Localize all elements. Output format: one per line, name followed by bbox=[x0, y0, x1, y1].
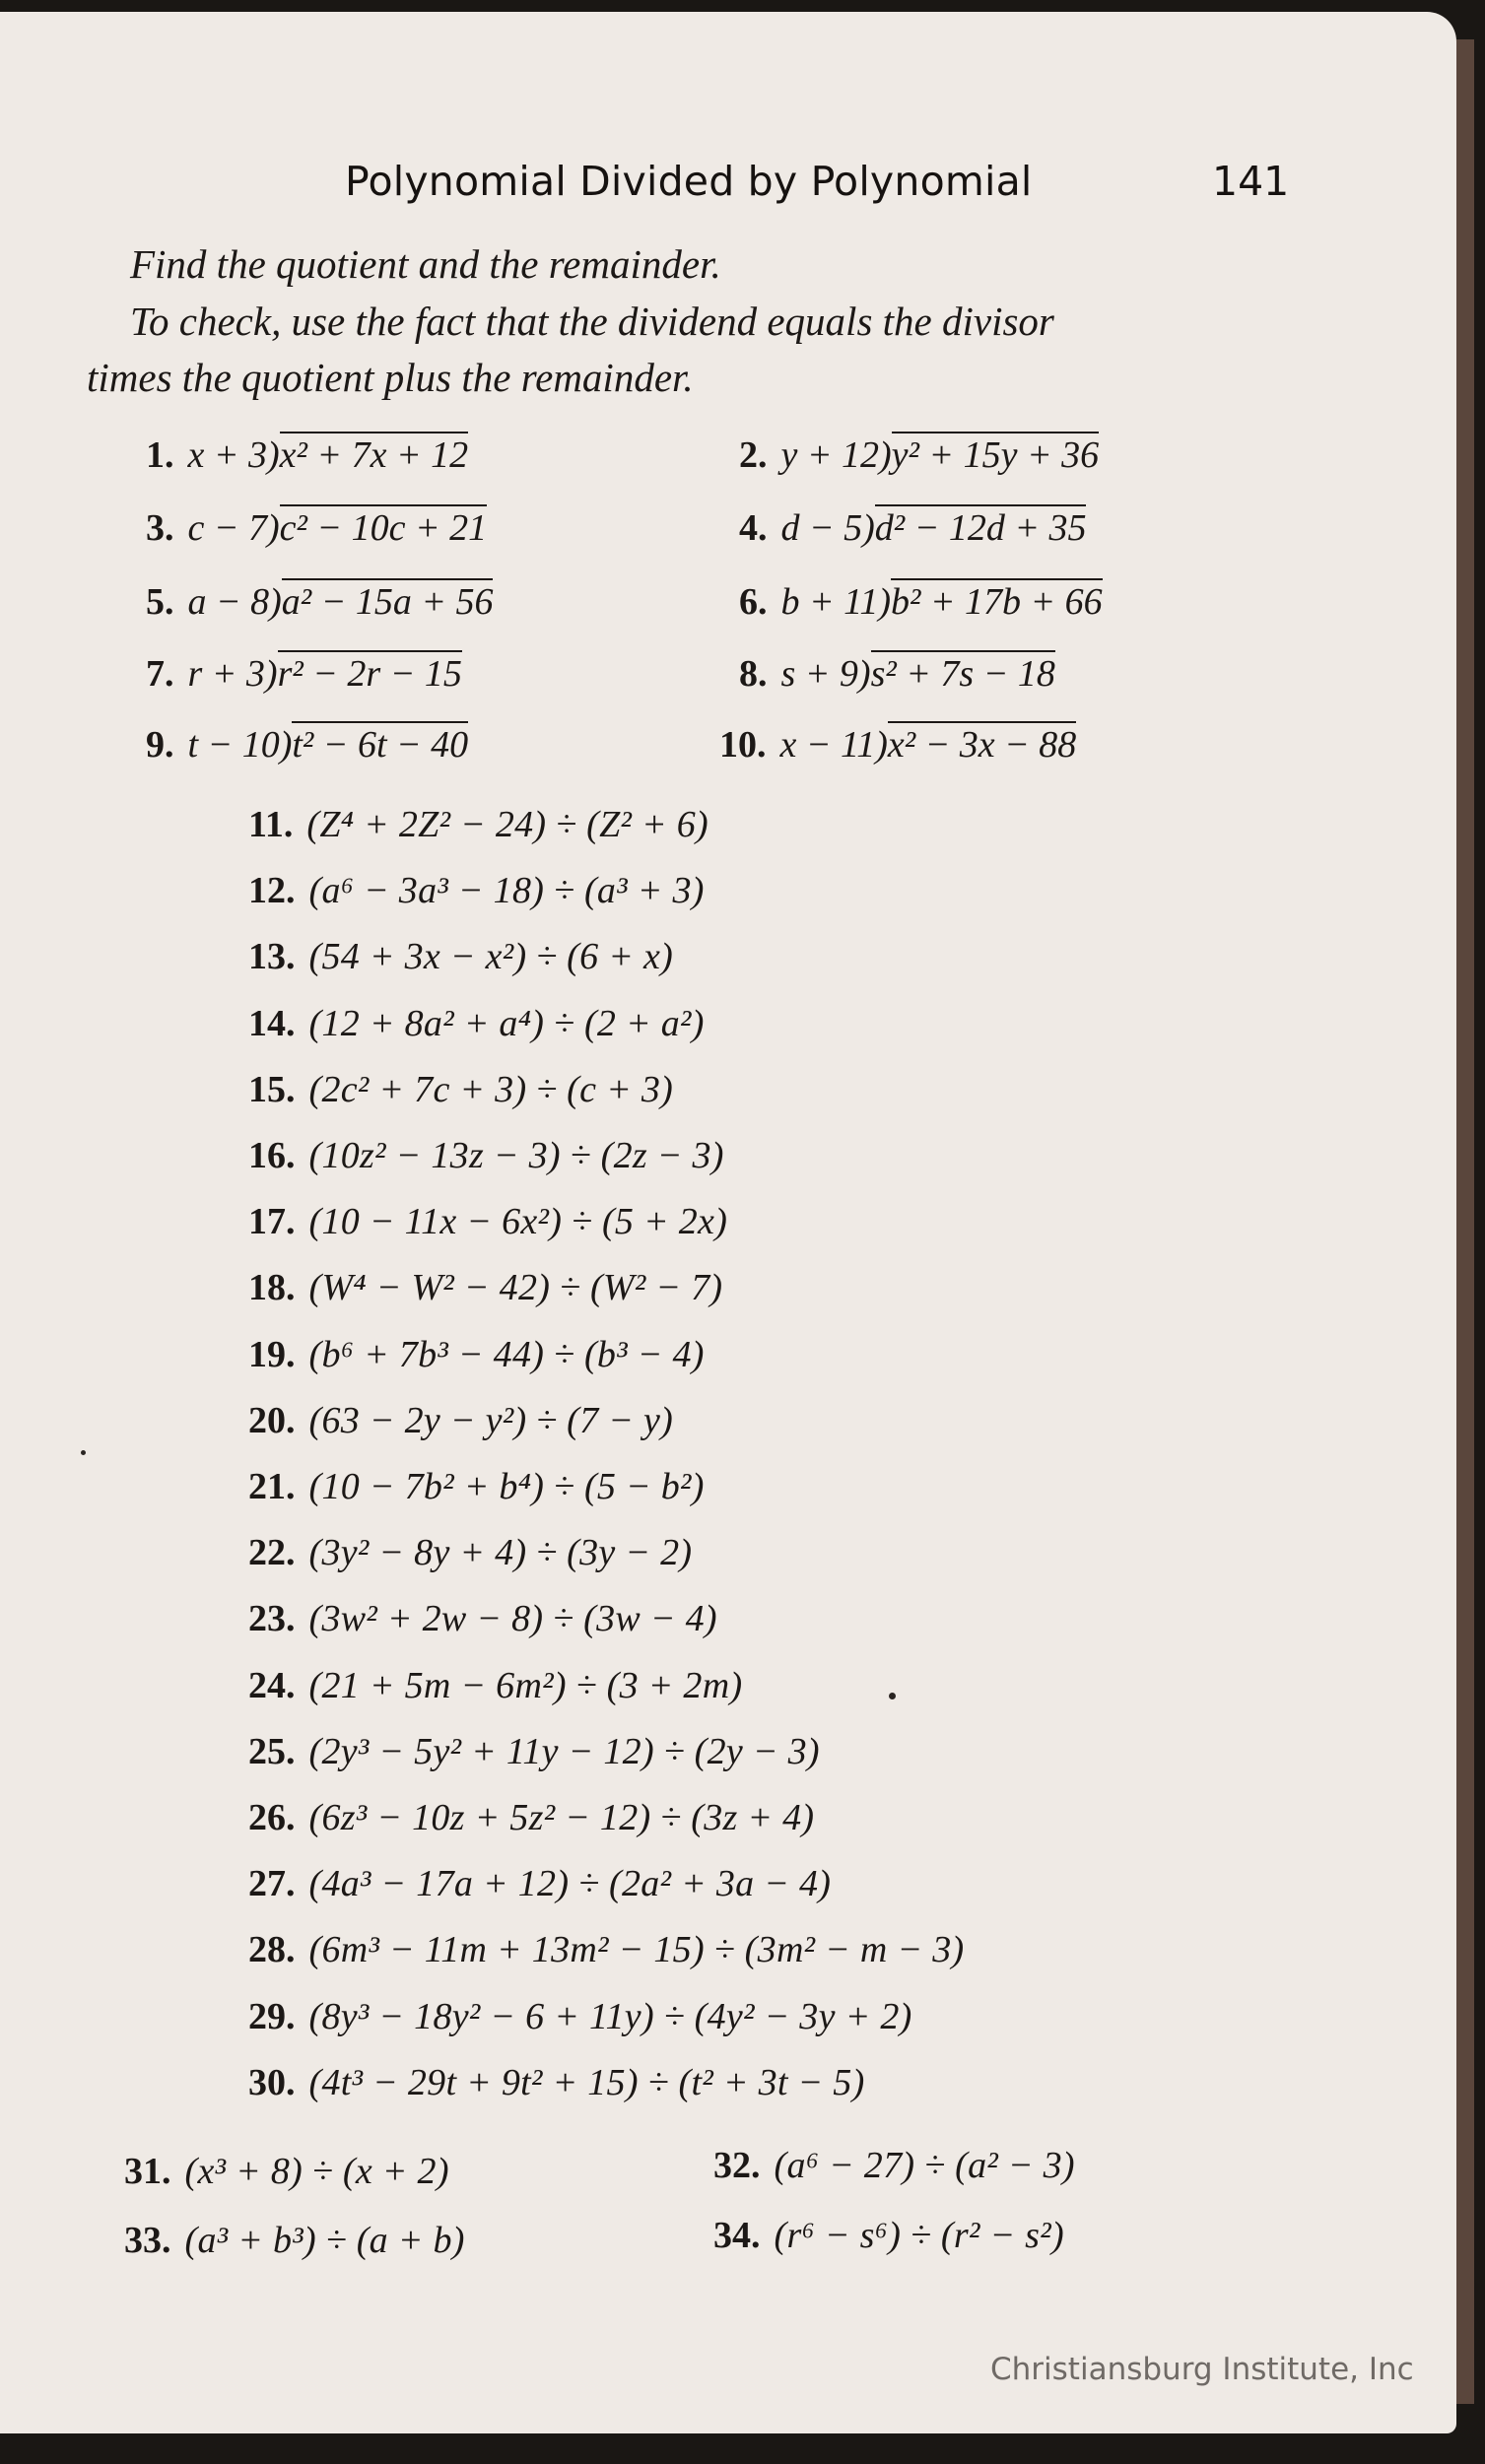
division-problem bbox=[248, 803, 709, 846]
division-problem bbox=[248, 1597, 717, 1640]
problem-expression: (54 + 3x − x²) ÷ (6 + x) bbox=[308, 936, 674, 977]
problem-expression: (a⁶ − 3a³ − 18) ÷ (a³ + 3) bbox=[308, 870, 705, 911]
division-problem bbox=[248, 1862, 831, 1905]
problem-expression: (r⁶ − s⁶) ÷ (r² − s²) bbox=[774, 2215, 1064, 2256]
problem-number: 30. bbox=[248, 2062, 296, 2103]
problem-number: 28. bbox=[248, 1929, 296, 1970]
problem-number: 7. bbox=[146, 653, 174, 695]
problem-expression: (8y³ − 18y² − 6 + 11y) ÷ (4y² − 3y + 2) bbox=[308, 1996, 912, 2037]
instruction-line-1: Find the quotient and the remainder. bbox=[130, 241, 721, 287]
division-problem bbox=[248, 1134, 724, 1177]
dividend: a² − 15a + 56 bbox=[282, 578, 494, 623]
problem-expression: (21 + 5m − 6m²) ÷ (3 + 2m) bbox=[308, 1665, 743, 1706]
division-problem bbox=[248, 1928, 964, 1971]
problem-expression: (4a³ − 17a + 12) ÷ (2a² + 3a − 4) bbox=[308, 1863, 832, 1904]
problem-number: 33. bbox=[124, 2220, 171, 2261]
problem-expression: (10 − 7b² + b⁴) ÷ (5 − b²) bbox=[308, 1466, 705, 1507]
long-division-problem bbox=[146, 652, 462, 696]
division-problem bbox=[248, 1664, 742, 1707]
problem-number: 2. bbox=[739, 434, 768, 476]
problem-number: 32. bbox=[713, 2145, 761, 2186]
problem-number: 16. bbox=[248, 1135, 296, 1176]
problem-expression: (10 − 11x − 6x²) ÷ (5 + 2x) bbox=[308, 1201, 728, 1242]
divisor: y + 12) bbox=[780, 434, 892, 476]
page-number: 141 bbox=[1212, 158, 1290, 205]
problem-number: 12. bbox=[248, 870, 296, 911]
long-division-problem bbox=[739, 506, 1086, 550]
division-problem bbox=[248, 1796, 814, 1839]
divisor: t − 10) bbox=[187, 724, 293, 766]
problem-number: 17. bbox=[248, 1201, 296, 1242]
dividend: b² + 17b + 66 bbox=[891, 578, 1103, 623]
paired-problem bbox=[124, 2219, 465, 2262]
problem-number: 10. bbox=[719, 724, 767, 766]
problem-number: 22. bbox=[248, 1532, 296, 1573]
problem-expression: (6m³ − 11m + 13m² − 15) ÷ (3m² − m − 3) bbox=[308, 1929, 965, 1970]
problem-number: 3. bbox=[146, 507, 174, 549]
problem-number: 14. bbox=[248, 1003, 296, 1044]
division-problem bbox=[248, 869, 705, 912]
long-division-problem bbox=[146, 723, 468, 766]
divisor: a − 8) bbox=[187, 581, 282, 623]
paired-problem bbox=[713, 2144, 1075, 2187]
dividend: r² − 2r − 15 bbox=[278, 650, 462, 695]
watermark: Christiansburg Institute, Inc bbox=[990, 2352, 1414, 2387]
ink-dot bbox=[81, 1450, 86, 1455]
long-division-problem bbox=[739, 580, 1103, 624]
problem-expression: (a⁶ − 27) ÷ (a² − 3) bbox=[774, 2145, 1075, 2186]
problem-number: 8. bbox=[739, 653, 768, 695]
problem-expression: (Z⁴ + 2Z² − 24) ÷ (Z² + 6) bbox=[306, 804, 709, 845]
dividend: d² − 12d + 35 bbox=[875, 504, 1087, 549]
problem-number: 23. bbox=[248, 1598, 296, 1639]
division-problem bbox=[248, 1730, 820, 1773]
long-division-problem bbox=[146, 433, 468, 477]
problem-expression: (2c² + 7c + 3) ÷ (c + 3) bbox=[308, 1069, 674, 1110]
problem-number: 27. bbox=[248, 1863, 296, 1904]
problem-number: 5. bbox=[146, 581, 174, 623]
problem-number: 29. bbox=[248, 1996, 296, 2037]
division-problem bbox=[248, 1995, 912, 2038]
dividend: x² + 7x + 12 bbox=[280, 432, 468, 476]
problem-expression: (a³ + b³) ÷ (a + b) bbox=[184, 2220, 465, 2261]
long-division-problem bbox=[719, 723, 1076, 766]
problem-number: 34. bbox=[713, 2215, 761, 2256]
divisor: b + 11) bbox=[780, 581, 891, 623]
divisor: r + 3) bbox=[187, 653, 278, 695]
ink-dot bbox=[889, 1693, 896, 1699]
divisor: s + 9) bbox=[780, 653, 871, 695]
problem-number: 15. bbox=[248, 1069, 296, 1110]
problem-number: 4. bbox=[739, 507, 768, 549]
division-problem bbox=[248, 2061, 865, 2104]
long-division-problem bbox=[739, 433, 1099, 477]
problem-expression: (63 − 2y − y²) ÷ (7 − y) bbox=[308, 1400, 674, 1441]
dividend: y² + 15y + 36 bbox=[892, 432, 1099, 476]
long-division-problem bbox=[146, 506, 487, 550]
problem-number: 1. bbox=[146, 434, 174, 476]
problem-number: 9. bbox=[146, 724, 174, 766]
problem-number: 31. bbox=[124, 2151, 171, 2192]
problem-expression: (W⁴ − W² − 42) ÷ (W² − 7) bbox=[308, 1267, 723, 1308]
division-problem bbox=[248, 1266, 722, 1309]
problem-number: 11. bbox=[248, 804, 294, 845]
division-problem bbox=[248, 1465, 705, 1508]
instruction-line-2: To check, use the fact that the dividend equals the divisor bbox=[130, 299, 1054, 344]
division-problem bbox=[248, 935, 673, 978]
paired-problem bbox=[713, 2214, 1064, 2257]
dividend: s² + 7s − 18 bbox=[871, 650, 1055, 695]
problem-expression: (4t³ − 29t + 9t² + 15) ÷ (t² + 3t − 5) bbox=[308, 2062, 865, 2103]
division-problem bbox=[248, 1531, 692, 1574]
problem-expression: (6z³ − 10z + 5z² − 12) ÷ (3z + 4) bbox=[308, 1797, 815, 1838]
long-division-problem bbox=[739, 652, 1055, 696]
dividend: t² − 6t − 40 bbox=[292, 721, 468, 766]
paired-problem bbox=[124, 2150, 449, 2193]
instruction-line-3: times the quotient plus the remainder. bbox=[87, 355, 694, 400]
problem-number: 25. bbox=[248, 1731, 296, 1772]
page-title: Polynomial Divided by Polynomial bbox=[345, 158, 1033, 205]
division-problem bbox=[248, 1399, 673, 1442]
problem-number: 20. bbox=[248, 1400, 296, 1441]
division-problem bbox=[248, 1068, 673, 1111]
problem-expression: (10z² − 13z − 3) ÷ (2z − 3) bbox=[308, 1135, 724, 1176]
divisor: d − 5) bbox=[780, 507, 875, 549]
division-problem bbox=[248, 1002, 705, 1045]
divisor: x + 3) bbox=[187, 434, 280, 476]
page-edge bbox=[1456, 39, 1474, 2404]
problem-number: 6. bbox=[739, 581, 768, 623]
dividend: x² − 3x − 88 bbox=[888, 721, 1076, 766]
problem-number: 19. bbox=[248, 1334, 296, 1375]
book-page bbox=[0, 12, 1456, 2433]
dividend: c² − 10c + 21 bbox=[280, 504, 487, 549]
problem-number: 24. bbox=[248, 1665, 296, 1706]
divisor: c − 7) bbox=[187, 507, 280, 549]
problem-expression: (2y³ − 5y² + 11y − 12) ÷ (2y − 3) bbox=[308, 1731, 820, 1772]
division-problem bbox=[248, 1200, 727, 1243]
problem-number: 21. bbox=[248, 1466, 296, 1507]
problem-number: 26. bbox=[248, 1797, 296, 1838]
problem-expression: (x³ + 8) ÷ (x + 2) bbox=[184, 2151, 449, 2192]
problem-expression: (3w² + 2w − 8) ÷ (3w − 4) bbox=[308, 1598, 717, 1639]
problem-expression: (3y² − 8y + 4) ÷ (3y − 2) bbox=[308, 1532, 693, 1573]
division-problem bbox=[248, 1333, 705, 1376]
divisor: x − 11) bbox=[779, 724, 888, 766]
problem-number: 18. bbox=[248, 1267, 296, 1308]
problem-expression: (b⁶ + 7b³ − 44) ÷ (b³ − 4) bbox=[308, 1334, 705, 1375]
problem-number: 13. bbox=[248, 936, 296, 977]
long-division-problem bbox=[146, 580, 493, 624]
problem-expression: (12 + 8a² + a⁴) ÷ (2 + a²) bbox=[308, 1003, 705, 1044]
